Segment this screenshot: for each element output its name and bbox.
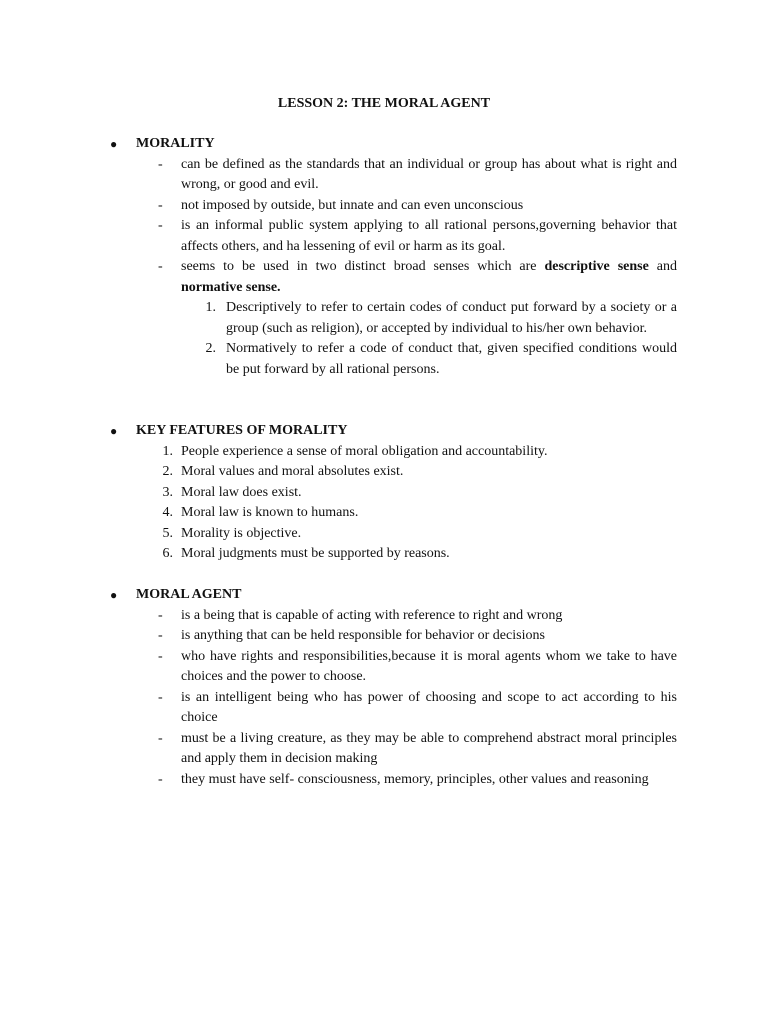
list-item-text: must be a living creature, as they may be able to comprehend abstract moral principles and apply them in decision making — [181, 730, 677, 766]
list-item — [0, 196, 768, 217]
number-marker: 2. — [205, 341, 216, 356]
list-item-text: Moral judgments must be supported by reasons. — [181, 546, 450, 561]
dash-marker: - — [158, 156, 163, 172]
list-item-text: they must have self- consciousness, memory, principles, other values and reasoning — [181, 771, 649, 787]
list-item — [0, 688, 768, 729]
section-heading-row — [0, 585, 768, 606]
dash-marker: - — [158, 771, 163, 787]
list-item — [0, 606, 768, 627]
list-item-text: Moral values and moral absolutes exist. — [181, 464, 404, 479]
list-item — [0, 483, 768, 504]
list-item — [0, 257, 768, 298]
dash-marker: - — [158, 648, 163, 664]
dash-marker: - — [158, 628, 163, 643]
number-marker: 1. — [162, 443, 173, 459]
list-item-text: can be defined as the standards that an individual or group has about what is right and wrong, or good and evil. — [181, 156, 677, 192]
list-item — [0, 503, 768, 524]
section-moral-agent — [0, 585, 768, 790]
list-item-text: is anything that can be held responsible for behavior or decisions — [181, 628, 545, 643]
number-marker: 1. — [205, 300, 216, 315]
section-heading-row — [0, 421, 768, 442]
item-text-part: seems to be used in two distinct broad senses which are — [181, 259, 545, 274]
dash-marker: - — [158, 218, 163, 233]
list-item-text — [181, 257, 677, 298]
bullet-icon: ● — [110, 588, 118, 602]
list-item-text: Moral law is known to humans. — [181, 505, 359, 520]
list-item-text: Morality is objective. — [181, 525, 302, 541]
list-item — [0, 729, 768, 770]
bold-term-normative: normative sense. — [181, 279, 281, 295]
list-item — [0, 770, 768, 791]
list-item-text: who have rights and responsibilities,because it is moral agents whom we take to have choices and the power to choose. — [181, 648, 677, 684]
list-item — [0, 216, 768, 257]
subitem-text: Normatively to refer a code of conduct that, given specified conditions would be put forward by all rational persons. — [226, 341, 677, 377]
number-marker: 2. — [162, 464, 173, 479]
section-heading: MORAL AGENT — [136, 587, 242, 602]
bold-term-descriptive: descriptive sense — [544, 259, 649, 274]
list-item-text: is a being that is capable of acting with reference to right and wrong — [181, 607, 563, 623]
section-heading-row — [0, 134, 768, 155]
number-marker: 3. — [162, 484, 173, 500]
list-item-text: not imposed by outside, but innate and can even unconscious — [181, 197, 524, 213]
subitem-text: Descriptively to refer to certain codes of conduct put forward by a society or a group (such as religion), or accepted by individual to his/her own behavior. — [226, 300, 677, 336]
list-item — [0, 524, 768, 545]
list-item-text: is an informal public system applying to all rational persons,governing behavior that affects others, and ha lessening of evil or harm as its goal. — [181, 218, 677, 254]
list-item — [0, 442, 768, 463]
list-item — [0, 647, 768, 688]
number-marker: 4. — [162, 505, 173, 520]
bullet-icon: ● — [110, 137, 118, 151]
list-item — [0, 155, 768, 196]
bullet-icon: ● — [110, 424, 118, 438]
list-item — [0, 626, 768, 647]
list-item-text: People experience a sense of moral obligation and accountability. — [181, 443, 548, 459]
page-title: LESSON 2: THE MORAL AGENT — [277, 96, 491, 111]
dash-marker: - — [158, 197, 163, 213]
number-marker: 5. — [162, 525, 173, 541]
list-item — [0, 462, 768, 483]
section-heading: KEY FEATURES OF MORALITY — [136, 423, 348, 438]
number-marker: 6. — [162, 546, 173, 561]
list-item-text: is an intelligent being who has power of choosing and scope to act according to his choice — [181, 689, 677, 725]
section-morality — [0, 134, 768, 380]
dash-marker: - — [158, 259, 163, 274]
list-item-text: Moral law does exist. — [181, 484, 302, 500]
section-key-features — [0, 421, 768, 565]
list-item — [0, 544, 768, 565]
numbered-subitem — [0, 339, 768, 380]
numbered-subitem — [0, 298, 768, 339]
dash-marker: - — [158, 689, 163, 705]
section-heading: MORALITY — [136, 136, 215, 151]
dash-marker: - — [158, 730, 163, 746]
dash-marker: - — [158, 607, 163, 623]
item-text-part: and — [648, 259, 677, 274]
